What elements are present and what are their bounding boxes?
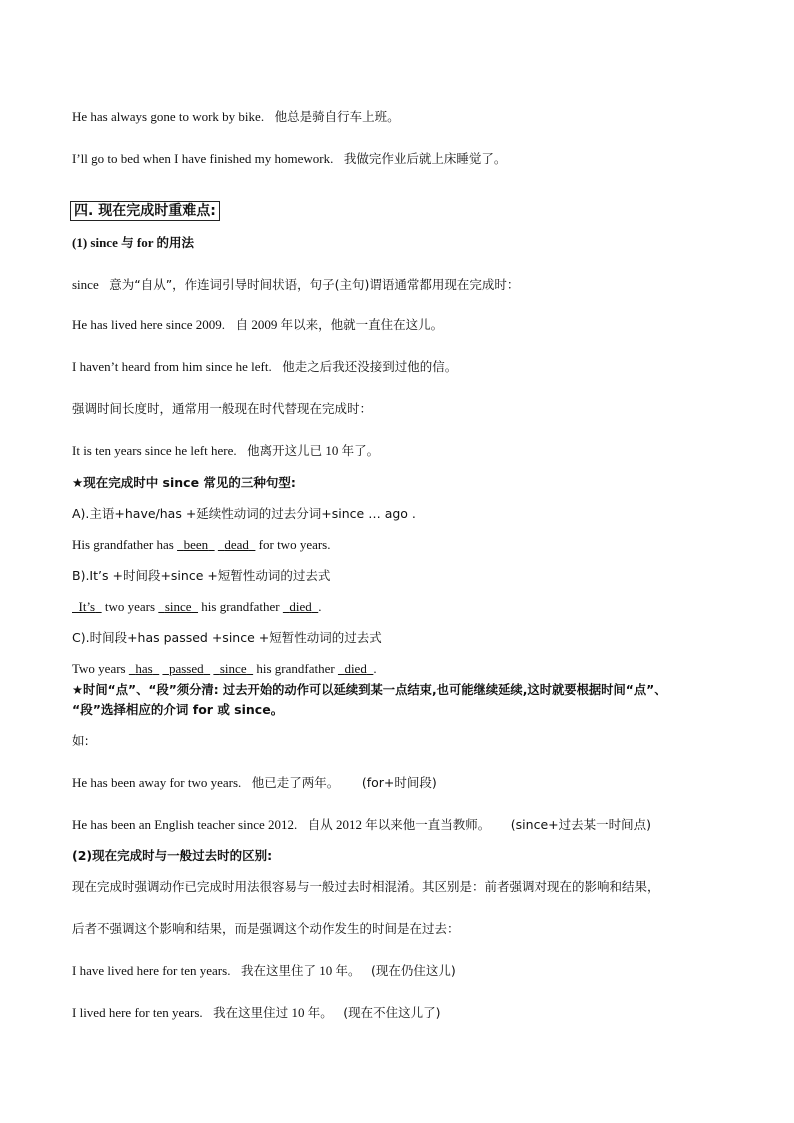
star-note-point-period-2: “段”选择相应的介词 for 或 since。	[72, 702, 284, 717]
emphasis-note: 强调时间长度时，通常用一般现在时代替现在完成时：	[72, 401, 373, 416]
sentence-go-to-bed	[72, 150, 506, 168]
text: His grandfather has	[72, 537, 174, 552]
blank-answer: since	[164, 599, 192, 614]
pattern-c-example	[72, 660, 377, 678]
text: his grandfather	[201, 599, 280, 614]
difference-line-2: 后者不强调这个影响和结果，而是强调这个动作发生的时间是在过去：	[72, 921, 460, 936]
text: two years	[104, 599, 156, 614]
example-since-2009	[72, 316, 443, 334]
chinese-text: 年了。	[341, 443, 380, 458]
example-lived	[72, 1004, 440, 1022]
pattern-a-example	[72, 536, 331, 554]
chinese-text: 年。	[335, 963, 361, 978]
note-text: (for+时间段)	[361, 775, 437, 790]
chinese-text: 年以来，他就一直住在这儿。	[280, 317, 444, 332]
chinese-text: 他离开这儿已	[247, 443, 323, 458]
number-text: 10	[319, 963, 333, 978]
chinese-text: 他总是骑自行车上班。	[274, 109, 400, 124]
text: Two years	[72, 661, 126, 676]
difference-line-1: 现在完成时强调动作已完成时用法很容易与一般过去时相混淆。其区别是：前者强调对现在的影响和结果，	[72, 879, 660, 894]
chinese-text: 意为“自从”，作连词引导时间状语，句子(主句)谓语通常都用现在完成时：	[109, 277, 520, 292]
note-text: (现在不住这儿了)	[343, 1005, 441, 1020]
blank-answer: passed	[168, 661, 204, 676]
chinese-text: 我在这里住了	[240, 963, 316, 978]
number-text: 2012	[336, 817, 363, 832]
text: .	[373, 661, 377, 676]
english-text: I haven’t heard from him since he left.	[72, 359, 272, 374]
star-note-point-period-1: ★时间“点”、“段”须分清: 过去开始的动作可以延续到某一点结束,也可能继续延续,这时就要根据时间“点”、	[72, 683, 667, 697]
since-definition	[72, 276, 519, 294]
example-have-lived	[72, 962, 456, 980]
blank-answer: died	[289, 599, 312, 614]
pattern-a: A).主语+have/has +延续性动词的过去分词+since … ago .	[72, 506, 416, 521]
star-note-patterns: ★现在完成时中 since 常见的三种句型:	[72, 475, 296, 490]
example-away-two-years	[72, 774, 437, 792]
english-text: It is ten years since he left here.	[72, 443, 237, 458]
blank-answer: has	[135, 661, 153, 676]
title-part: for	[136, 235, 154, 250]
example-heard-from	[72, 358, 457, 376]
example-intro: 如:	[72, 733, 89, 748]
note-text: (现在仍住这儿)	[370, 963, 456, 978]
text: his grandfather	[256, 661, 335, 676]
english-text: He has been away for two years.	[72, 775, 242, 790]
english-text: He has lived here since 2009.	[72, 317, 226, 332]
chinese-text: 他已走了两年。	[251, 775, 340, 790]
english-text: I lived here for ten years.	[72, 1005, 203, 1020]
section-heading: 四. 现在完成时重难点:	[70, 201, 220, 221]
chinese-text: 他走之后我还没接到过他的信。	[282, 359, 458, 374]
chinese-text: 我在这里住过	[213, 1005, 289, 1020]
number-text: 10	[291, 1005, 305, 1020]
blank-answer: since	[219, 661, 247, 676]
subsection-difference: (2)现在完成时与一般过去时的区别:	[72, 848, 273, 863]
number-text: 10	[325, 443, 339, 458]
chinese-text: 年。	[307, 1005, 333, 1020]
text: for two years.	[258, 537, 331, 552]
title-part: 的用法	[156, 235, 195, 250]
sentence-always-bike	[72, 108, 400, 126]
example-english-teacher	[72, 816, 651, 834]
english-text: He has been an English teacher since 2012.	[72, 817, 298, 832]
chinese-text: 自从	[307, 817, 333, 832]
blank-answer: dead	[224, 537, 249, 552]
pattern-b-example	[72, 598, 322, 616]
number-text: 2009	[251, 317, 278, 332]
pattern-c: C).时间段+has passed +since +短暂性动词的过去式	[72, 630, 382, 645]
example-ten-years	[72, 442, 379, 460]
title-part: (1) since	[72, 235, 118, 250]
chinese-text: 年以来他一直当教师。	[365, 817, 491, 832]
pattern-b: B).It’s +时间段+since +短暂性动词的过去式	[72, 568, 331, 583]
text: .	[318, 599, 322, 614]
english-text: I have lived here for ten years.	[72, 963, 231, 978]
blank-answer: It’s	[78, 599, 96, 614]
english-text: He has always gone to work by bike.	[72, 109, 265, 124]
english-text: I’ll go to bed when I have finished my homework.	[72, 151, 334, 166]
english-text: since	[72, 277, 99, 292]
chinese-text: 自	[235, 317, 249, 332]
note-text: (since+过去某一时间点)	[510, 817, 651, 832]
title-part: 与	[121, 235, 134, 250]
blank-answer: died	[344, 661, 367, 676]
chinese-text: 我做完作业后就上床睡觉了。	[343, 151, 507, 166]
subsection-since-for	[72, 234, 194, 252]
blank-answer: been	[183, 537, 209, 552]
